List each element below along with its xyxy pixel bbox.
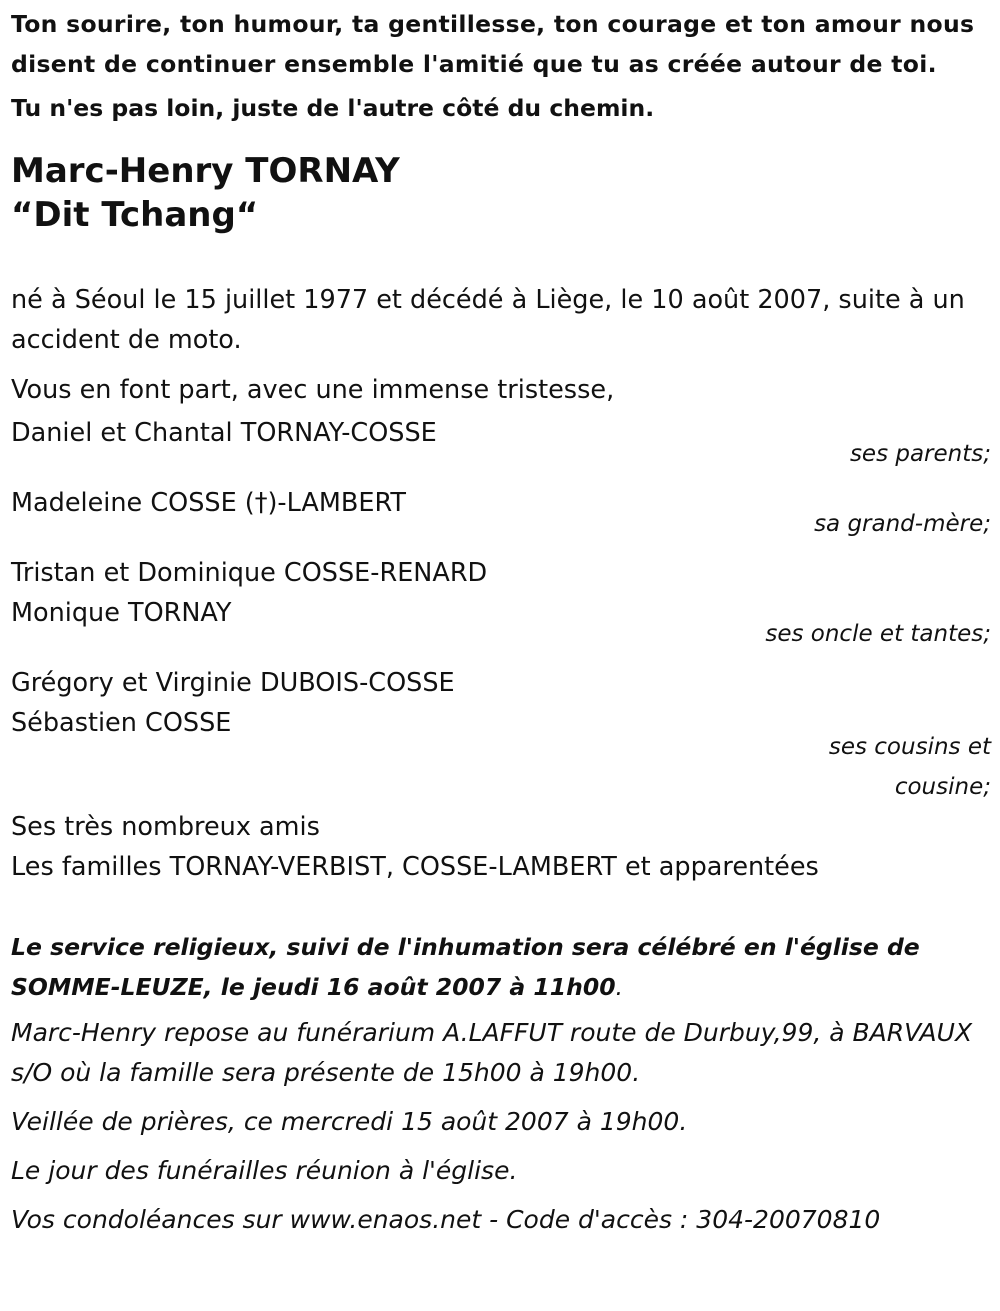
condolences-info: Vos condoléances sur www.enaos.net - Code d'accès : 304-20070810 (11, 1205, 881, 1234)
cross-icon: † (254, 488, 268, 518)
obituary-notice (11, 0, 991, 1240)
grandmother-name-part-a: Madeleine COSSE ( (11, 488, 255, 518)
service-text: Le service religieux, suivi de l'inhumation sera célébré en l'église de SOMME-LEUZE, le jeudi 16 août 2007 à 11h00 (11, 933, 920, 1001)
grandmother-name-part-b: )-LAMBERT (267, 488, 406, 518)
funerarium-info: Marc-Henry repose au funérarium A.LAFFUT route de Durbuy,99, à BARVAUX s/O où la famille sera présente de 15h00 à 19h00. (11, 1018, 973, 1087)
service-announcement (11, 927, 991, 1007)
vigil-info: Veillée de prières, ce mercredi 15 août 2007 à 19h00. (11, 1107, 688, 1136)
meeting-info: Le jour des funérailles réunion à l'église. (11, 1156, 518, 1185)
closing-quote: Tu n'es pas loin, juste de l'autre côté du chemin. (11, 94, 655, 122)
announcement-text: Vous en font part, avec une immense tristesse, (11, 375, 615, 405)
uncles-role: ses oncle et tantes; (765, 621, 991, 647)
service-period: . (615, 973, 624, 1001)
friends-line: Ses très nombreux amis (11, 812, 320, 842)
cousins-role-line-1: ses cousins et (828, 734, 991, 760)
uncle-aunt-names-1: Tristan et Dominique COSSE-RENARD (11, 558, 488, 588)
cousins-names-1: Grégory et Virginie DUBOIS-COSSE (11, 668, 455, 698)
parents-names: Daniel et Chantal TORNAY-COSSE (11, 418, 437, 448)
cousins-role-line-2: cousine; (894, 774, 991, 800)
cousins-names-2: Sébastien COSSE (11, 708, 232, 738)
grandmother-role: sa grand-mère; (814, 511, 991, 537)
families-line: Les familles TORNAY-VERBIST, COSSE-LAMBERT et apparentées (11, 852, 819, 882)
opening-quote: Ton sourire, ton humour, ta gentillesse, ton courage et ton amour nous disent de continuer ensemble l'amitié que tu as créée autour de toi. (11, 10, 975, 78)
uncle-aunt-names-2: Monique TORNAY (11, 598, 232, 628)
deceased-nickname: “Dit Tchang“ (11, 195, 259, 235)
birth-death-text: né à Séoul le 15 juillet 1977 et décédé à Liège, le 10 août 2007, suite à un accident de moto. (11, 285, 965, 355)
parents-role: ses parents; (849, 441, 991, 467)
deceased-name: Marc-Henry TORNAY (11, 151, 400, 191)
